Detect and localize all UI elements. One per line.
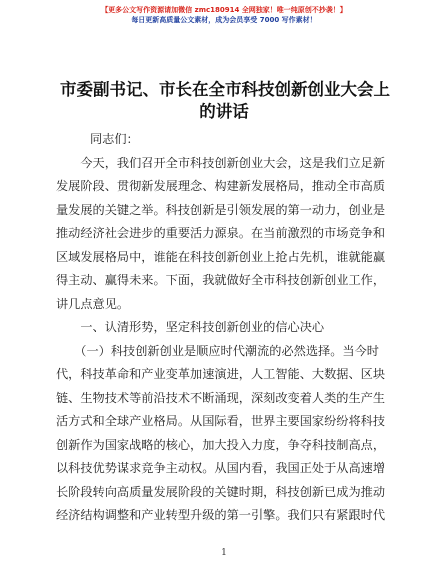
promo-banner-line: 每日更新高质量公文素材，成为会员享受 7000 写作素材！: [131, 16, 317, 24]
body-line: 以科技优势谋求竞争主动权。从国内看，我国正处于从高速增: [56, 461, 386, 475]
body-line: 创新作为国家战略的核心，加大投入力度，争夺科技制高点，: [56, 437, 386, 452]
body-line: 推动经济社会进步的重要活力源泉。在当前激烈的市场竞争和: [56, 226, 386, 240]
document-body: [56, 128, 392, 528]
promo-banner: [0, 5, 448, 25]
body-line: 发展阶段、贯彻新发展理念、构建新发展格局，推动全市高质: [56, 179, 386, 193]
body-line: 区域发展格局中，谁能在科技创新创业上抢占先机，谁就能赢: [56, 249, 386, 264]
body-line: 链、生物技术等前沿技术不断涌现，深刻改变着人类的生产生: [56, 390, 386, 405]
body-line: （一）科技创新创业是顺应时代潮流的必然选择。当今时: [56, 343, 379, 358]
body-line: 活方式和全球产业格局。从国际看，世界主要国家纷纷将科技: [56, 414, 386, 428]
document-title: [60, 79, 388, 123]
body-line: 量发展的关键之举。科技创新是引领发展的第一动力，创业是: [56, 202, 386, 217]
body-line: 今天，我们召开全市科技创新创业大会，这是我们立足新: [56, 155, 386, 170]
body-line: 经济结构调整和产业转型升级的第一引擎。我们只有紧跟时代: [56, 508, 386, 522]
body-line: 讲几点意见。: [56, 296, 130, 311]
title-line: 市委副书记、市长在全市科技创新创业大会上: [60, 80, 390, 99]
promo-banner-line: 【更多公文写作资源请加微信 zmc180914 全网独家！唯一纯原创不抄袭！】: [101, 6, 347, 14]
body-line: 长阶段转向高质量发展阶段的关键时期，科技创新已成为推动: [56, 484, 386, 499]
section-heading: 一、认清形势，坚定科技创新创业的信心决心: [56, 320, 325, 334]
body-line: 得主动、赢得未来。下面，我就做好全市科技创新创业工作，: [56, 273, 386, 287]
body-line: 代，科技革命和产业变革加速演进，人工智能、大数据、区块: [56, 367, 386, 381]
title-line: 的讲话: [199, 102, 249, 121]
greeting: 同志们：: [90, 132, 139, 146]
page-number: 1: [221, 548, 227, 558]
